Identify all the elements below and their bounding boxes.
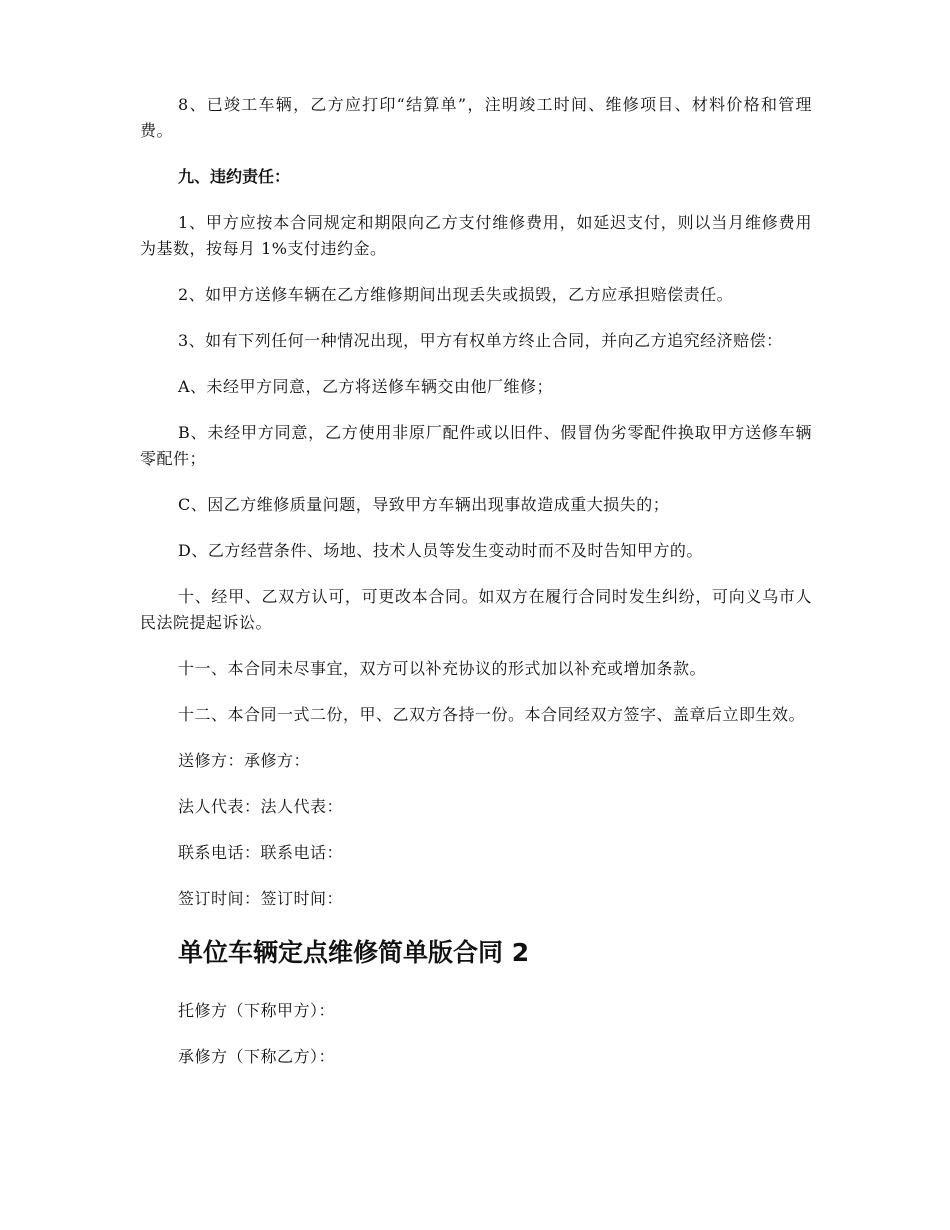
contract-2-title: 单位车辆定点维修简单版合同 2 (178, 938, 530, 967)
clause-8-paragraph: 8、已竣工车辆，乙方应打印“结算单”，注明竣工时间、维修项目、材料价格和管理费。 (140, 95, 812, 140)
section-heading-breach: 九、违约责任： (178, 167, 291, 186)
document-page (140, 92, 812, 1090)
clause-10-paragraph: 十、经甲、乙双方认可，可更改本合同。如双方在履行合同时发生纠纷，可向义乌市人民法院提起诉讼。 (140, 587, 812, 632)
breach-item-b: B、未经甲方同意，乙方使用非原厂配件或以旧件、假冒伪劣零配件换取甲方送修车辆零配件； (140, 423, 812, 468)
signature-line-dates: 签订时间：签订时间： (178, 889, 344, 908)
contract-2-party-b: 承修方（下称乙方）： (178, 1047, 336, 1066)
contract-2-party-a: 托修方（下称甲方）： (178, 1001, 336, 1020)
breach-item-c: C、因乙方维修质量问题，导致甲方车辆出现事故造成重大损失的； (178, 495, 670, 514)
signature-line-phones: 联系电话：联系电话： (178, 843, 344, 862)
signature-line-representatives: 法人代表：法人代表： (178, 797, 344, 816)
breach-item-1: 1、甲方应按本合同规定和期限向乙方支付维修费用，如延迟支付，则以当月维修费用为基数，按每月 1%支付违约金。 (140, 213, 812, 258)
signature-line-parties: 送修方：承修方： (178, 751, 311, 770)
breach-item-a: A、未经甲方同意，乙方将送修车辆交由他厂维修； (178, 377, 554, 396)
clause-11-paragraph: 十一、本合同未尽事宜，双方可以补充协议的形式加以补充或增加条款。 (178, 659, 707, 678)
clause-12-paragraph: 十二、本合同一式二份，甲、乙双方各持一份。本合同经双方签字、盖章后立即生效。 (178, 705, 806, 724)
breach-item-3: 3、如有下列任何一种情况出现，甲方有权单方终止合同，并向乙方追究经济赔偿： (178, 331, 783, 350)
breach-item-2: 2、如甲方送修车辆在乙方维修期间出现丢失或损毁，乙方应承担赔偿责任。 (178, 285, 734, 304)
breach-item-d: D、乙方经营条件、场地、技术人员等发生变动时而不及时告知甲方的。 (178, 541, 703, 560)
